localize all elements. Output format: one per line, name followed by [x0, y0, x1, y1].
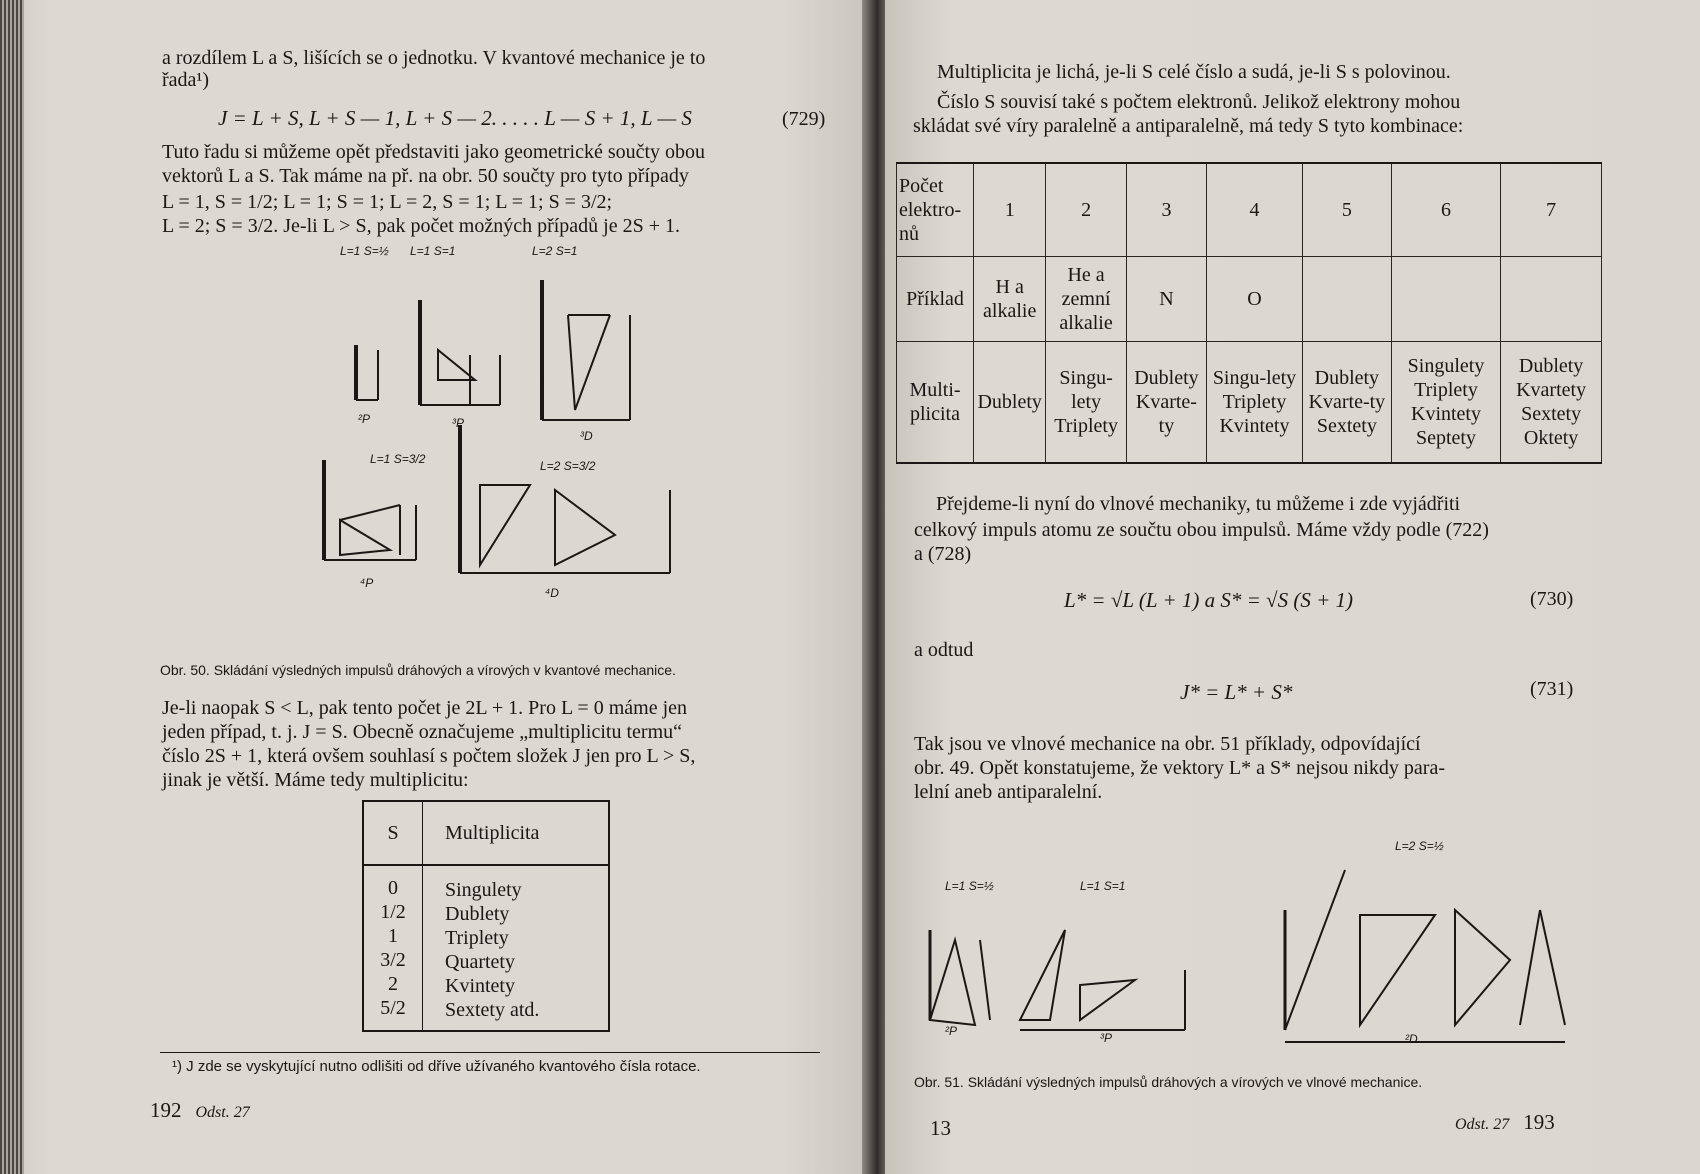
right-para2-line1: Tak jsou ve vlnové mechanice na obr. 51 příklady, odpovídající: [914, 733, 1421, 755]
example-cell: [1391, 257, 1500, 342]
example-cell: H a alkalie: [974, 257, 1046, 342]
equation-731-number: (731): [1530, 678, 1574, 700]
table-row: [897, 257, 1602, 342]
fig50-label-4: ²P: [358, 412, 370, 426]
fig50-label-9: ⁴P: [360, 576, 374, 590]
a-odtud: a odtud: [914, 639, 974, 661]
figure-50-caption: Obr. 50. Skládání výsledných impulsů dráhových a vírových v kvantové mechanice.: [160, 662, 676, 678]
footnote-rule: [160, 1052, 820, 1053]
fig50-label-7: L=1 S=3/2: [370, 452, 426, 466]
table-row: [897, 342, 1602, 464]
figure-50: [270, 244, 710, 655]
fig51-label-1: L=1 S=½: [945, 879, 994, 893]
right-line2: Číslo S souvisí také s počtem elektronů. Jelikož elektrony mohou: [937, 91, 1461, 113]
example-cell: [1302, 257, 1391, 342]
multiplicity-cell: Singu-lety Triplety: [1046, 342, 1126, 464]
table-multiplicity-column: [423, 865, 610, 1031]
fig51-label-2: L=1 S=1: [1080, 879, 1126, 893]
fig50-label-1: L=1 S=½: [340, 244, 389, 258]
figure-51-caption: Obr. 51. Skládání výsledných impulsů dráhových a vírových ve vlnové mechanice.: [914, 1074, 1423, 1090]
equation-731: J* = L* + S*: [1180, 680, 1293, 704]
count-cell: 7: [1501, 163, 1602, 257]
multiplicity-table: [362, 800, 610, 1032]
left-para2-line2: vektorů L a S. Tak máme na př. na obr. 50 součty pro tyto případy: [162, 165, 689, 187]
left-para1-line1: a rozdílem L a S, lišících se o jednotku. V kvantové mechanice je to: [162, 47, 706, 69]
right-page-number: 193: [1523, 1110, 1555, 1134]
fig50-label-5: ³P: [452, 416, 464, 430]
s-value: 1/2: [380, 901, 406, 923]
fig50-label-10: ⁴D: [545, 586, 559, 600]
row-header-count: Počet elektro-nů: [897, 163, 974, 257]
multiplicity-cell: Dublety Kvarte-ty Sextety: [1302, 342, 1391, 464]
multiplicity-cell: Dublety: [974, 342, 1046, 464]
multiplicity-value: Quartety: [445, 951, 515, 973]
left-para1-line2: řada¹): [162, 69, 210, 91]
equation-730: L* = √L (L + 1) a S* = √S (S + 1): [1064, 588, 1353, 612]
count-cell: 3: [1126, 163, 1206, 257]
s-value: 1: [388, 925, 398, 947]
equation-730-number: (730): [1530, 588, 1574, 610]
left-para2-line1: Tuto řadu si můžeme opět představiti jako geometrické součty obou: [162, 141, 706, 163]
left-para2-line4: L = 2; S = 3/2. Je-li L > S, pak počet možných případů je 2S + 1.: [162, 215, 681, 237]
example-cell: [1501, 257, 1602, 342]
count-cell: 1: [974, 163, 1046, 257]
s-value: 2: [388, 973, 398, 995]
count-cell: 4: [1207, 163, 1303, 257]
table-s-column: [363, 865, 423, 1031]
s-value: 5/2: [380, 997, 406, 1019]
table-header-s: S: [363, 801, 423, 865]
fig51-label-4: ²P: [945, 1024, 957, 1038]
left-para3-line1: Je-li naopak S < L, pak tento počet je 2L + 1. Pro L = 0 máme jen: [162, 697, 688, 719]
fig50-label-3: L=2 S=1: [532, 244, 578, 258]
figure-51: [900, 830, 1590, 1050]
right-para2-line3: lelní aneb antiparalelní.: [914, 781, 1103, 803]
multiplicity-cell: Singu-lety Triplety Kvintety: [1207, 342, 1303, 464]
right-page-left-number: 13: [930, 1116, 951, 1140]
table-header-multiplicity: Multiplicita: [423, 801, 610, 865]
electron-table: [896, 162, 1602, 464]
fig51-label-6: ²D: [1405, 1032, 1418, 1046]
left-page-footer: [150, 1098, 250, 1123]
table-row: [897, 163, 1602, 257]
left-section: Odst. 27: [195, 1104, 250, 1121]
row-header-multiplicity: Multi-plicita: [897, 342, 974, 464]
count-cell: 2: [1046, 163, 1126, 257]
left-page-number: 192: [150, 1098, 182, 1122]
right-para1-line1: Přejdeme-li nyní do vlnové mechaniky, tu můžeme i zde vyjádřiti: [936, 493, 1461, 515]
right-line1: Multiplicita je lichá, je-li S celé číslo a sudá, je-li S s polovinou.: [937, 61, 1451, 83]
right-para2-line2: obr. 49. Opět konstatujeme, že vektory L* a S* nejsou nikdy para-: [914, 757, 1445, 779]
s-value: 0: [388, 877, 398, 899]
equation-729: J = L + S, L + S — 1, L + S — 2. . . . . L — S + 1, L — S: [218, 106, 692, 130]
right-para1-line2: celkový impuls atomu ze součtu obou impulsů. Máme vždy podle (722): [914, 519, 1489, 541]
s-value: 3/2: [380, 949, 406, 971]
multiplicity-value: Singulety: [445, 879, 522, 901]
example-cell: He a zemní alkalie: [1046, 257, 1126, 342]
footnote: ¹) J zde se vyskytující nutno odlišiti od dříve užívaného kvantového čísla rotace.: [172, 1058, 701, 1075]
fig51-label-5: ³P: [1100, 1031, 1112, 1045]
count-cell: 6: [1391, 163, 1500, 257]
left-para3-line3: číslo 2S + 1, která ovšem souhlasí s počtem složek J jen pro L > S,: [162, 745, 696, 767]
multiplicity-cell: Singulety Triplety Kvintety Septety: [1391, 342, 1500, 464]
multiplicity-cell: Dublety Kvarte-ty: [1126, 342, 1206, 464]
right-section: Odst. 27: [1455, 1116, 1510, 1133]
multiplicity-value: Sextety atd.: [445, 999, 540, 1021]
left-para3-line4: jinak je větší. Máme tedy multiplicitu:: [162, 769, 469, 791]
multiplicity-value: Dublety: [445, 903, 510, 925]
count-cell: 5: [1302, 163, 1391, 257]
multiplicity-value: Triplety: [445, 927, 509, 949]
right-para1-line3: a (728): [914, 543, 972, 565]
row-header-example: Příklad: [897, 257, 974, 342]
fig50-label-2: L=1 S=1: [410, 244, 456, 258]
left-para3-line2: jeden případ, t. j. J = S. Obecně označujeme „multiplicitu termu“: [162, 721, 683, 743]
left-para2-line3: L = 1, S = 1/2; L = 1; S = 1; L = 2, S = 1; L = 1; S = 3/2;: [162, 191, 613, 213]
right-line3: skládat své víry paralelně a antiparalelně, má tedy S tyto kombinace:: [913, 115, 1464, 137]
fig51-label-3: L=2 S=½: [1395, 839, 1444, 853]
fig50-label-8: L=2 S=3/2: [540, 459, 596, 473]
multiplicity-value: Kvintety: [445, 975, 515, 997]
multiplicity-cell: Dublety Kvartety Sextety Oktety: [1501, 342, 1602, 464]
fig50-label-6: ³D: [580, 429, 593, 443]
page-edge: [0, 0, 24, 1174]
example-cell: O: [1207, 257, 1303, 342]
equation-729-number: (729): [782, 108, 826, 130]
example-cell: N: [1126, 257, 1206, 342]
right-page-footer: [1455, 1110, 1555, 1135]
